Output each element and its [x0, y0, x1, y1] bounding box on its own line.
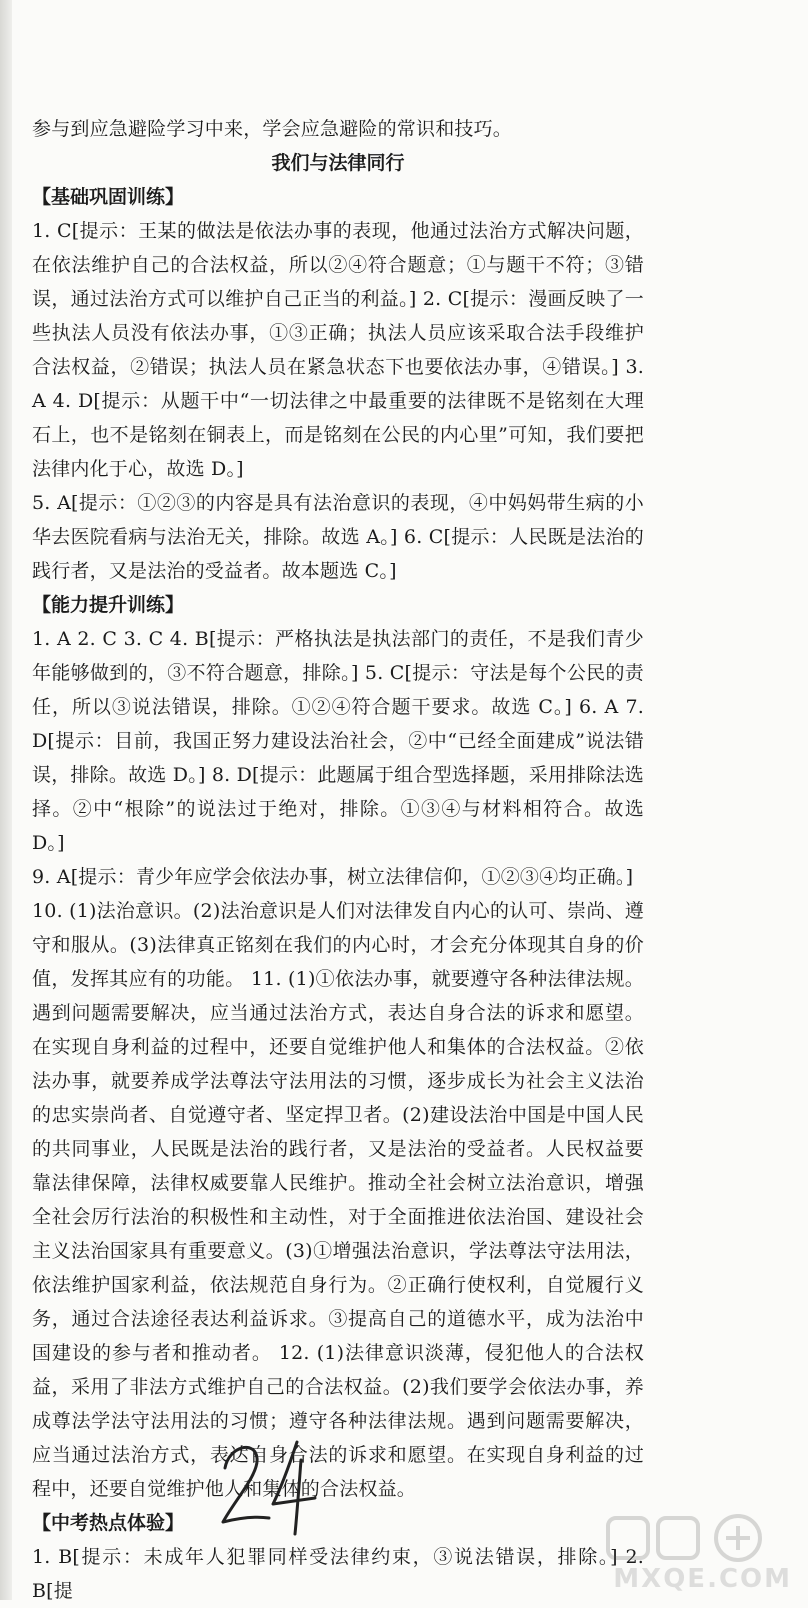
intro-line: 参与到应急避险学习中来，学会应急避险的常识和技巧。: [32, 118, 513, 140]
binding-edge: [0, 0, 12, 1600]
watermark-text: MXQE.COM: [613, 1564, 792, 1594]
handwritten-page-number: [215, 1430, 325, 1540]
section-title: 我们与法律同行: [271, 152, 405, 174]
answer-paragraph: 1. B[提示：未成年人犯罪同样受法律约束，③说法错误，排除。] 2. B[提: [32, 1546, 644, 1602]
section-heading-advanced: 【能力提升训练】: [32, 594, 185, 616]
answer-paragraph: 1. A 2. C 3. C 4. B[提示：严格执法是执法部门的责任，不是我们青少年能够做到的，③不符合题意，排除。] 5. C[提示：守法是每个公民的责任，所以③说法错误，排除。①②④符合题干要求。故选 C。] 6. A 7. D[提示：目前，我国正努力建设法治社会，②中“已经全面建成”说法错误，排除。故选 D。] 8. D[提示：此题属于组合型选择题，采用排除法选择。②中“根除”的说法过于绝对，排除。①③④与材料相符合。故选 D。]: [32, 628, 644, 854]
watermark: [498, 1510, 798, 1594]
answer-paragraph: 9. A[提示：青少年应学会依法办事，树立法律信仰，①②③④均正确。]: [32, 866, 634, 888]
answer-paragraph: 10. (1)法治意识。(2)法治意识是人们对法律发自内心的认可、崇尚、遵守和服从。(3)法律真正铭刻在我们的内心时，才会充分体现其自身的价值，发挥其应有的功能。 11. (1)①依法办事，就要遵守各种法律法规。遇到问题需要解决，应当通过法治方式，表达自身合法的诉求和愿望。在实现自身利益的过程中，还要自觉维护他人和集体的合法权益。②依法办事，就要养成学法尊法守法用法的习惯，逐步成长为社会主义法治的忠实崇尚者、自觉遵守者、坚定捍卫者。(2)建设法治中国是中国人民的共同事业，人民既是法治的践行者，又是法治的受益者。人民权益要靠法律保障，法律权威要靠人民维护。推动全社会树立法治意识，增强全社会厉行法治的积极性和主动性，对于全面推进依法治国、建设社会主义法治国家具有重要意义。(3)①增强法治意识，学法尊法守法用法，依法维护国家利益，依法规范自身行为。②正确行使权利，自觉履行义务，通过合法途径表达利益诉求。③提高自己的道德水平，成为法治中国建设的参与者和推动者。 12. (1)法律意识淡薄，侵犯他人的合法权益，采用了非法方式维护自己的合法权益。(2)我们要学会依法办事，养成尊法学法守法用法的习惯；遵守各种法律法规。遇到问题需要解决，应当通过法治方式，表达自身合法的诉求和愿望。在实现自身利益的过程中，还要自觉维护他人和集体的合法权益。: [32, 900, 644, 1500]
section-advanced: [32, 588, 644, 1506]
answer-paragraph: 1. C[提示：王某的做法是依法办事的表现，他通过法治方式解决问题，在依法维护自己的合法权益，所以②④符合题意；①与题干不符；③错误，通过法治方式可以维护自己正当的利益。] 2. C[提示：漫画反映了一些执法人员没有依法办事，①③正确；执法人员应该采取合法手段维护合法权益，②错误；执法人员在紧急状态下也要依法办事，④错误。] 3. A 4. D[提示：从题干中“一切法律之中最重要的法律既不是铭刻在大理石上，也不是铭刻在铜表上，而是铭刻在公民的内心里”可知，我们要把法律内化于心，故选 D。]: [32, 220, 644, 480]
answer-content: [32, 112, 644, 1608]
section-heading-exam: 【中考热点体验】: [32, 1512, 185, 1534]
answer-paragraph: 5. A[提示：①②③的内容是具有法治意识的表现，④中妈妈带生病的小华去医院看病与法治无关，排除。故选 A。] 6. C[提示：人民既是法治的践行者，又是法治的受益者。故本题选 C。]: [32, 492, 644, 582]
watermark-logo-icon: [498, 1510, 798, 1564]
section-basic: [32, 180, 644, 588]
section-heading-basic: 【基础巩固训练】: [32, 186, 185, 208]
